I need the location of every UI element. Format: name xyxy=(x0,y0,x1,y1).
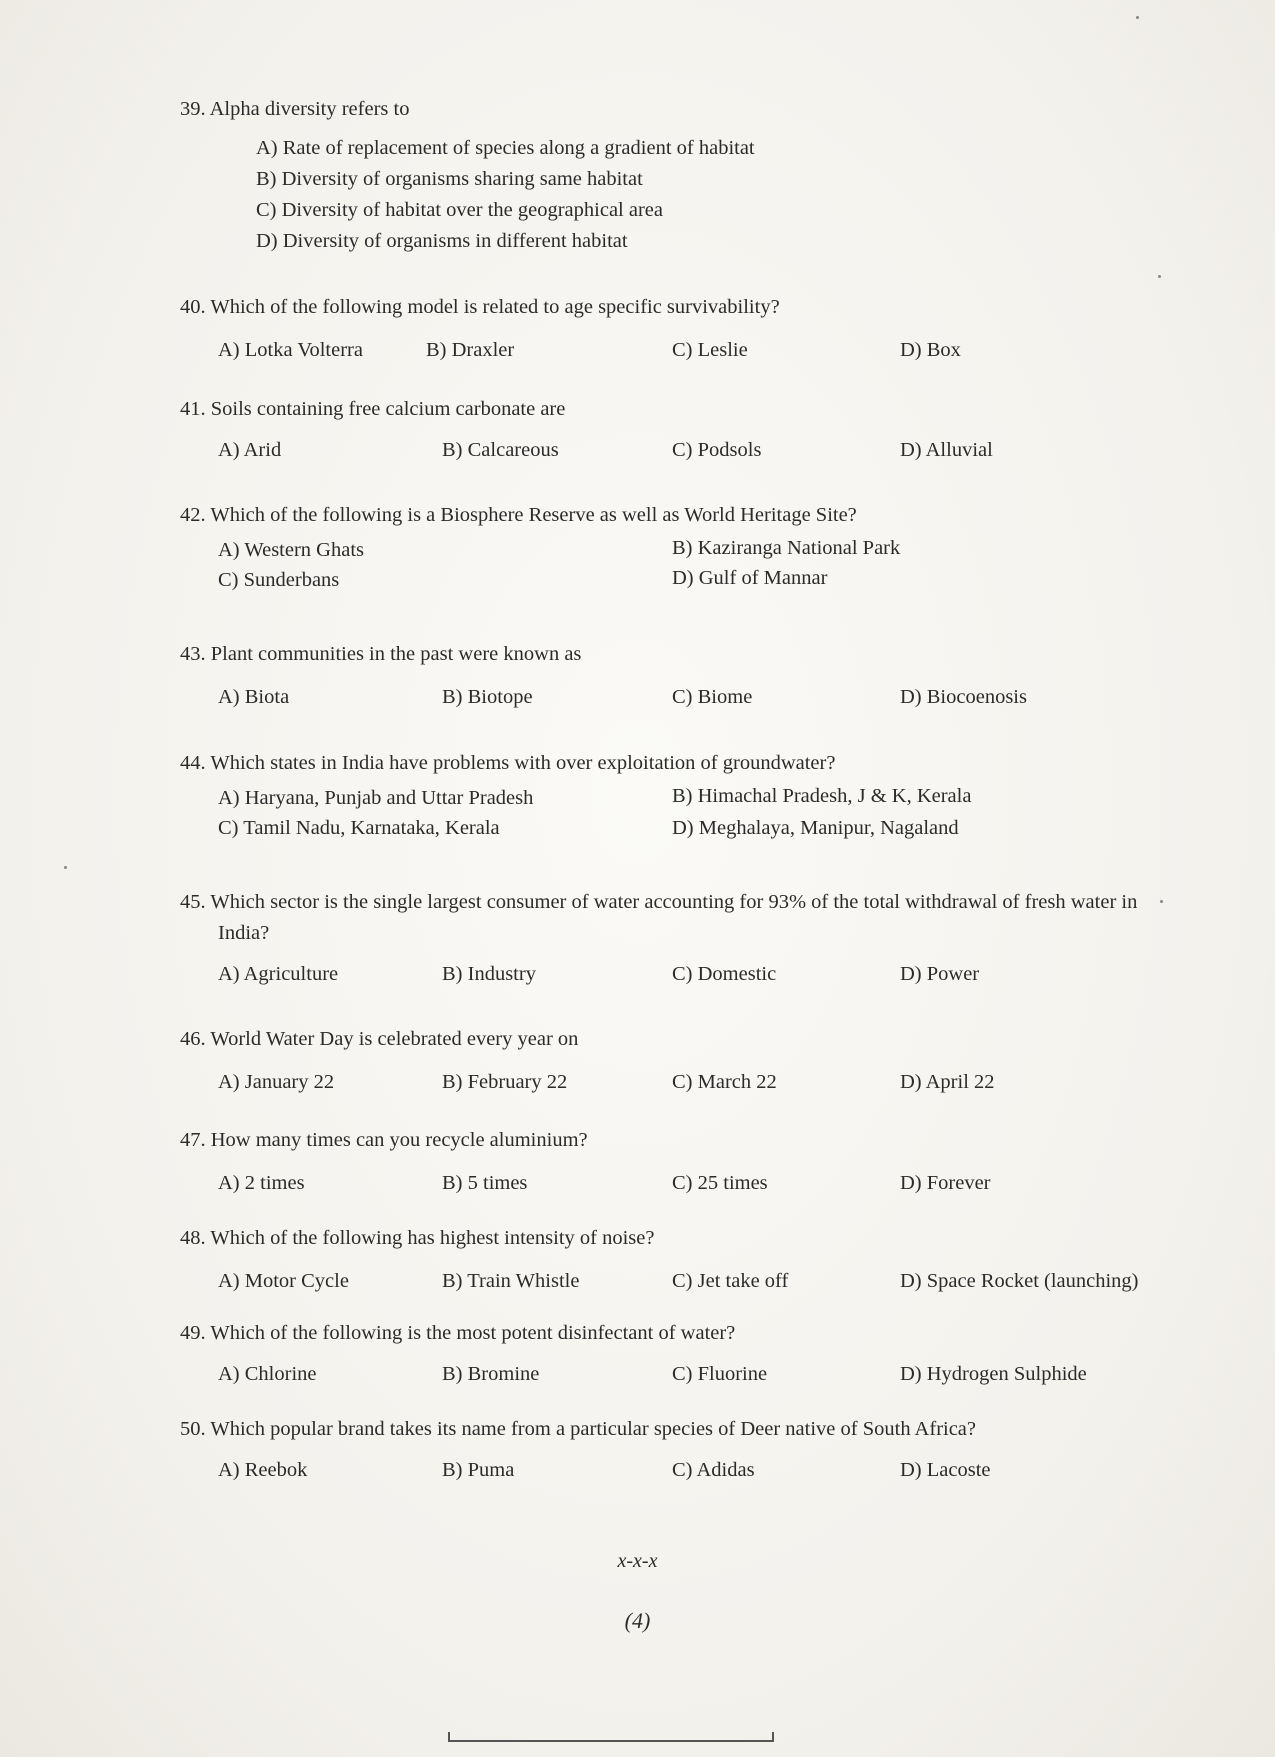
question-number: 42. xyxy=(180,504,206,526)
question-stem xyxy=(180,394,1140,425)
option-b: B) Industry xyxy=(442,963,536,985)
question-45 xyxy=(180,887,1140,991)
option-b: B) Bromine xyxy=(442,1363,540,1385)
option-c: C) Sunderbans xyxy=(218,569,340,591)
option-d: D) April 22 xyxy=(900,1071,995,1093)
option-list xyxy=(256,133,1140,257)
question-stem xyxy=(180,1223,1140,1254)
scan-speck xyxy=(64,866,67,869)
question-stem xyxy=(180,292,1140,323)
question-number: 45. xyxy=(180,891,206,913)
question-number: 39. xyxy=(180,98,206,120)
option-d: D) Diversity of organisms in different habitat xyxy=(256,230,628,252)
option-a: A) Reebok xyxy=(218,1459,308,1481)
option-a: A) Western Ghats xyxy=(218,539,364,561)
question-40 xyxy=(180,292,1140,367)
option-d: D) Power xyxy=(900,963,980,985)
option-d: D) Hydrogen Sulphide xyxy=(900,1363,1087,1385)
option-c: C) Domestic xyxy=(672,963,777,985)
question-stem xyxy=(180,748,1140,779)
question-39 xyxy=(180,94,1140,257)
option-row xyxy=(180,335,1140,367)
end-mark: x-x-x xyxy=(617,1550,658,1572)
option-a: A) Rate of replacement of species along a gradient of habitat xyxy=(256,137,755,159)
question-number: 43. xyxy=(180,643,206,665)
option-c: C) Biome xyxy=(672,686,753,708)
question-text: Which of the following is the most potent disinfectant of water? xyxy=(210,1322,736,1344)
question-47 xyxy=(180,1125,1140,1200)
question-stem xyxy=(180,887,1138,949)
question-text: World Water Day is celebrated every year on xyxy=(210,1028,579,1050)
question-42 xyxy=(180,500,1140,597)
question-46 xyxy=(180,1024,1140,1099)
option-b: B) Biotope xyxy=(442,686,533,708)
option-c: C) Leslie xyxy=(672,339,748,361)
scan-speck xyxy=(1158,275,1161,278)
option-grid xyxy=(180,783,1140,845)
scan-speck xyxy=(1160,900,1163,903)
question-number: 44. xyxy=(180,752,206,774)
option-row xyxy=(180,1067,1140,1099)
option-a: A) Arid xyxy=(218,439,282,461)
option-grid xyxy=(180,535,1140,597)
question-49 xyxy=(180,1318,1140,1391)
option-c: C) 25 times xyxy=(672,1172,768,1194)
option-row xyxy=(180,1168,1140,1200)
bottom-rule xyxy=(448,1740,774,1742)
question-text: Which of the following model is related to age specific survivability? xyxy=(210,296,780,318)
option-b: B) Himachal Pradesh, J & K, Kerala xyxy=(672,785,972,807)
question-44 xyxy=(180,748,1140,845)
option-b: B) Kaziranga National Park xyxy=(672,537,901,559)
option-row xyxy=(180,959,1140,991)
question-41 xyxy=(180,394,1140,467)
option-a: A) Lotka Volterra xyxy=(218,339,363,361)
option-c: C) Tamil Nadu, Karnataka, Kerala xyxy=(218,817,500,839)
option-a: A) Motor Cycle xyxy=(218,1270,349,1292)
question-48 xyxy=(180,1223,1140,1298)
option-d: D) Lacoste xyxy=(900,1459,991,1481)
option-a: A) 2 times xyxy=(218,1172,305,1194)
question-stem xyxy=(180,1318,1140,1349)
option-c: C) Fluorine xyxy=(672,1363,768,1385)
option-row xyxy=(180,1359,1140,1391)
question-stem xyxy=(180,1024,1140,1055)
option-a: A) Biota xyxy=(218,686,290,708)
question-number: 50. xyxy=(180,1418,206,1440)
option-row xyxy=(180,1455,1140,1487)
question-number: 41. xyxy=(180,398,206,420)
question-text: Which popular brand takes its name from a particular species of Deer native of South Africa? xyxy=(210,1418,977,1440)
question-stem xyxy=(180,500,1140,531)
question-stem xyxy=(180,639,1140,670)
question-43 xyxy=(180,639,1140,714)
question-text: Which states in India have problems with over exploitation of groundwater? xyxy=(210,752,836,774)
question-stem xyxy=(180,1414,1138,1445)
option-d: D) Meghalaya, Manipur, Nagaland xyxy=(672,817,959,839)
option-d: D) Box xyxy=(900,339,961,361)
question-number: 40. xyxy=(180,296,206,318)
question-number: 49. xyxy=(180,1322,206,1344)
question-number: 47. xyxy=(180,1129,206,1151)
question-text: Which sector is the single largest consumer of water accounting for 93% of the total withdrawal of fresh water in India? xyxy=(210,891,1138,944)
option-b: B) February 22 xyxy=(442,1071,568,1093)
option-c: C) Diversity of habitat over the geographical area xyxy=(256,199,663,221)
option-b: B) Puma xyxy=(442,1459,515,1481)
option-c: C) Adidas xyxy=(672,1459,755,1481)
question-text: Plant communities in the past were known as xyxy=(210,643,582,665)
option-row xyxy=(180,682,1140,714)
option-d: D) Alluvial xyxy=(900,439,993,461)
option-d: D) Forever xyxy=(900,1172,991,1194)
option-c: C) Podsols xyxy=(672,439,762,461)
question-number: 48. xyxy=(180,1227,206,1249)
option-b: B) 5 times xyxy=(442,1172,528,1194)
page-number: (4) xyxy=(624,1608,651,1633)
question-text: Alpha diversity refers to xyxy=(209,98,410,120)
question-50 xyxy=(180,1414,1140,1487)
option-d: D) Biocoenosis xyxy=(900,686,1027,708)
option-b: B) Train Whistle xyxy=(442,1270,580,1292)
question-text: Which of the following has highest intensity of noise? xyxy=(210,1227,655,1249)
option-row xyxy=(180,435,1140,467)
option-a: A) Agriculture xyxy=(218,963,339,985)
question-text: Which of the following is a Biosphere Reserve as well as World Heritage Site? xyxy=(210,504,857,526)
option-d: D) Space Rocket (launching) xyxy=(900,1270,1139,1292)
question-text: Soils containing free calcium carbonate are xyxy=(210,398,566,420)
question-stem xyxy=(180,1125,1140,1156)
question-number: 46. xyxy=(180,1028,206,1050)
option-a: A) January 22 xyxy=(218,1071,335,1093)
option-c: C) March 22 xyxy=(672,1071,777,1093)
option-b: B) Calcareous xyxy=(442,439,559,461)
option-a: A) Haryana, Punjab and Uttar Pradesh xyxy=(218,787,534,809)
option-b: B) Draxler xyxy=(426,339,515,361)
option-b: B) Diversity of organisms sharing same habitat xyxy=(256,168,643,190)
option-c: C) Jet take off xyxy=(672,1270,789,1292)
scan-speck xyxy=(1136,16,1139,19)
option-a: A) Chlorine xyxy=(218,1363,317,1385)
option-row xyxy=(180,1266,1140,1298)
option-d: D) Gulf of Mannar xyxy=(672,567,828,589)
question-text: How many times can you recycle aluminium? xyxy=(210,1129,588,1151)
question-stem xyxy=(180,94,1140,125)
